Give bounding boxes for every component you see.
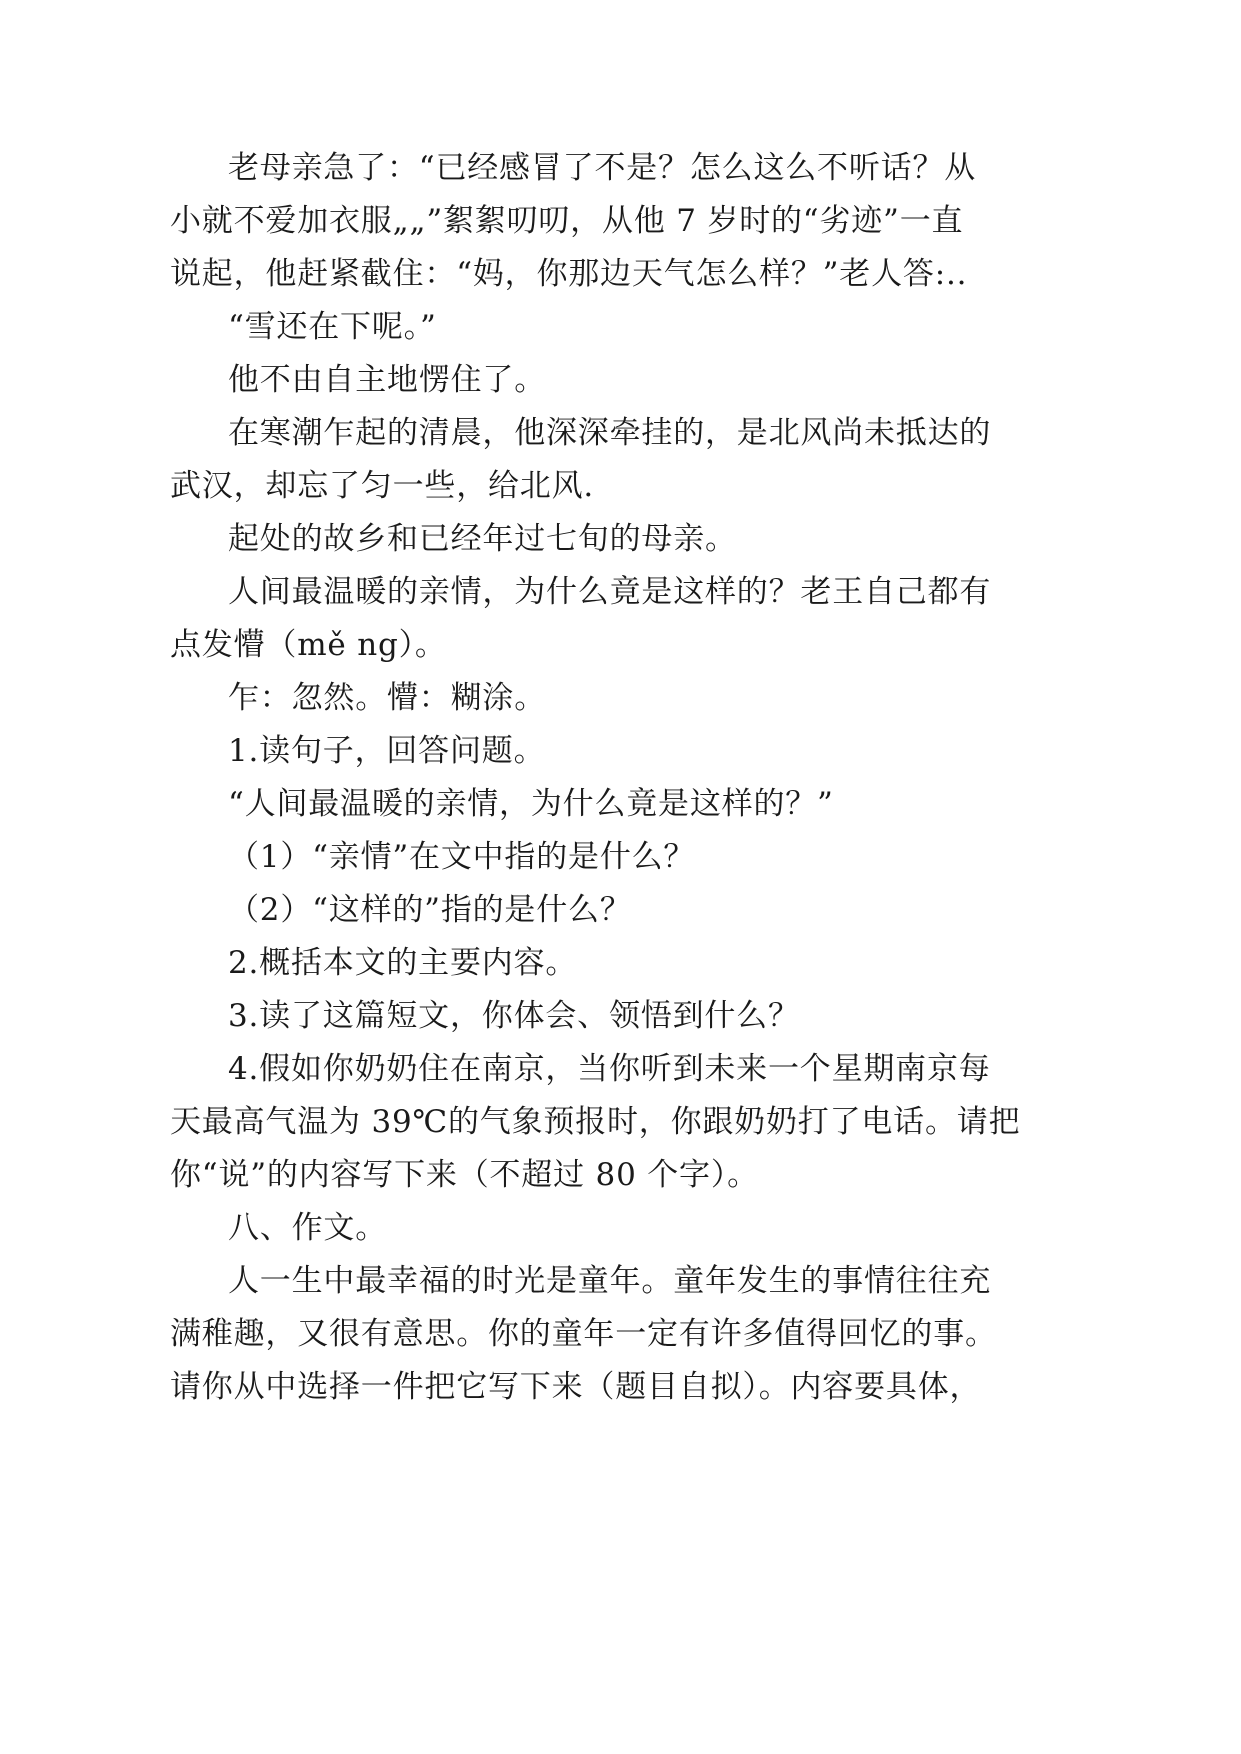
text-line: 说起，他赶紧截住：“妈，你那边天气怎么样？”老人答:.. <box>170 256 968 292</box>
text-line: 起处的故乡和已经年过七旬的母亲。 <box>228 521 737 557</box>
section-heading: 八、作文。 <box>228 1210 387 1246</box>
text-line: 2.概括本文的主要内容。 <box>228 945 578 981</box>
text-line: 3.读了这篇短文，你体会、领悟到什么？ <box>228 998 800 1034</box>
text-line: （1）“亲情”在文中指的是什么？ <box>228 839 696 875</box>
text-line: 他不由自主地愣住了。 <box>228 362 546 398</box>
text-line: 请你从中选择一件把它写下来（题目自拟）。内容要具体， <box>170 1369 982 1405</box>
text-line: 武汉，却忘了匀一些，给北风. <box>170 468 595 504</box>
text-line: “人间最温暖的亲情，为什么竟是这样的？” <box>228 786 834 822</box>
text-line: 在寒潮乍起的清晨，他深深牵挂的，是北风尚未抵达的 <box>228 415 992 451</box>
text-line: 天最高气温为 39℃的气象预报时，你跟奶奶打了电话。请把 <box>170 1104 1021 1140</box>
text-line: 小就不爱加衣服„„”絮絮叨叨，从他 7 岁时的“劣迹”一直 <box>170 203 964 239</box>
text-line: 乍：忽然。懵：糊涂。 <box>228 680 546 716</box>
text-line: “雪还在下呢。” <box>228 309 437 345</box>
text-line: 人一生中最幸福的时光是童年。童年发生的事情往往充 <box>228 1263 992 1299</box>
text-line: 人间最温暖的亲情，为什么竟是这样的？老王自己都有 <box>228 574 992 610</box>
text-line: 老母亲急了：“已经感冒了不是？怎么这么不听话？从 <box>228 150 977 186</box>
text-line: 点发懵（mě ng）。 <box>170 627 447 663</box>
text-line: （2）“这样的”指的是什么？ <box>228 892 632 928</box>
text-line: 4.假如你奶奶住在南京，当你听到未来一个星期南京每 <box>228 1051 991 1087</box>
text-line: 你“说”的内容写下来（不超过 80 个字）。 <box>170 1157 759 1193</box>
text-line: 1.读句子，回答问题。 <box>228 733 546 769</box>
text-line: 满稚趣，又很有意思。你的童年一定有许多值得回忆的事。 <box>170 1316 997 1352</box>
